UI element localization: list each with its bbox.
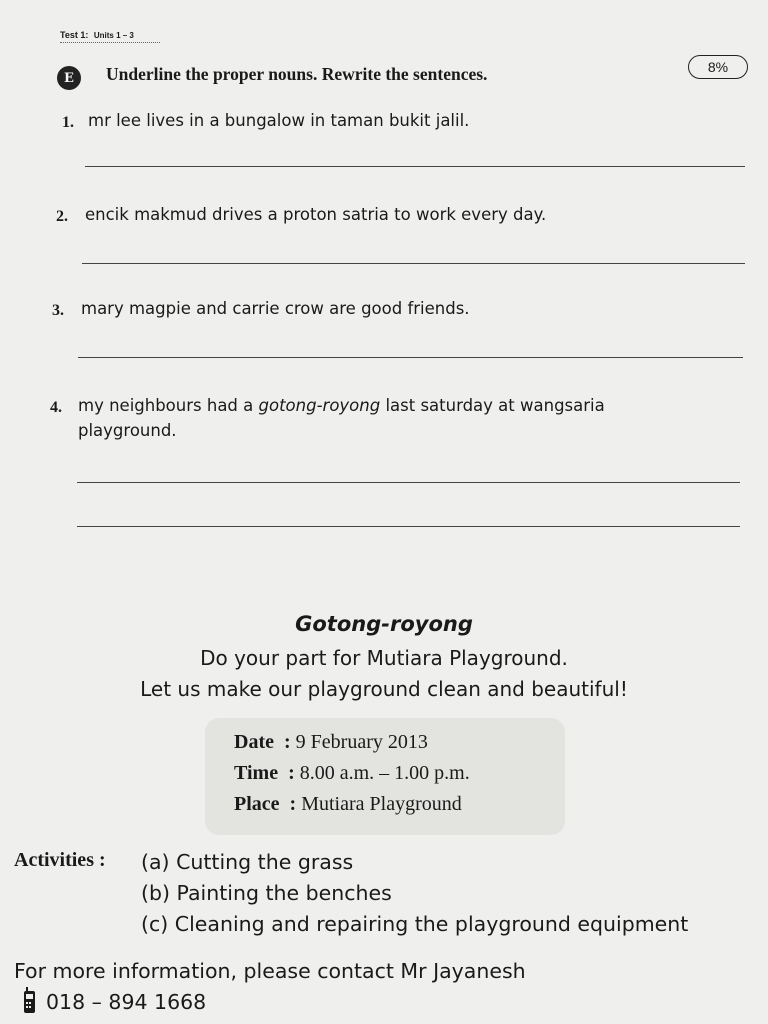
- test-label: Test 1:: [60, 30, 89, 40]
- poster-subtitle: Do your part for Mutiara Playground.: [200, 646, 568, 670]
- answer-line[interactable]: [82, 263, 745, 264]
- date-value: 9 February 2013: [295, 731, 428, 753]
- answer-line[interactable]: [85, 166, 745, 167]
- activity-item: (b) Painting the benches: [141, 881, 392, 905]
- activity-item: (a) Cutting the grass: [141, 850, 354, 874]
- section-letter-badge: E: [57, 66, 81, 90]
- question-text: mr lee lives in a bungalow in taman bukit jalil.: [88, 111, 470, 130]
- place-value: Mutiara Playground: [301, 793, 462, 815]
- answer-line[interactable]: [77, 526, 740, 527]
- question-text: [78, 396, 605, 415]
- time-row: Time : 8.00 a.m. – 1.00 p.m.: [234, 762, 470, 784]
- marks-badge: 8%: [688, 55, 748, 79]
- place-label: Place: [234, 793, 280, 815]
- question-number: 2.: [56, 208, 68, 225]
- question-number: 1.: [62, 114, 74, 131]
- time-label: Time: [234, 762, 279, 784]
- section-instruction: Underline the proper nouns. Rewrite the sentences.: [106, 64, 488, 84]
- question-number: 3.: [52, 302, 64, 319]
- date-label: Date: [234, 731, 274, 753]
- question-text-part: last saturday at wangsaria: [380, 396, 605, 415]
- date-row: Date : 9 February 2013: [234, 731, 428, 753]
- question-text-line2: playground.: [78, 421, 177, 440]
- activity-item: (c) Cleaning and repairing the playground equipment: [141, 912, 689, 936]
- test-header: [60, 30, 134, 40]
- phone-number: 018 – 894 1668: [46, 990, 207, 1014]
- units-label: Units 1 – 3: [93, 31, 134, 40]
- answer-line[interactable]: [77, 482, 740, 483]
- question-number: 4.: [50, 399, 62, 416]
- question-text: encik makmud drives a proton satria to work every day.: [85, 205, 547, 224]
- question-text-italic: gotong-royong: [258, 396, 381, 415]
- place-row: Place : Mutiara Playground: [234, 793, 462, 815]
- question-text: mary magpie and carrie crow are good friends.: [81, 299, 470, 318]
- contact-text: For more information, please contact Mr Jayanesh: [14, 959, 526, 983]
- header-rule: [60, 42, 160, 43]
- question-text-part: my neighbours had a: [78, 396, 259, 415]
- phone-icon: [18, 987, 40, 1015]
- activities-label: Activities :: [14, 849, 106, 871]
- time-value: 8.00 a.m. – 1.00 p.m.: [299, 762, 470, 784]
- poster-tagline: Let us make our playground clean and beautiful!: [140, 677, 628, 701]
- poster-title: Gotong-royong: [295, 612, 473, 636]
- answer-line[interactable]: [78, 357, 743, 358]
